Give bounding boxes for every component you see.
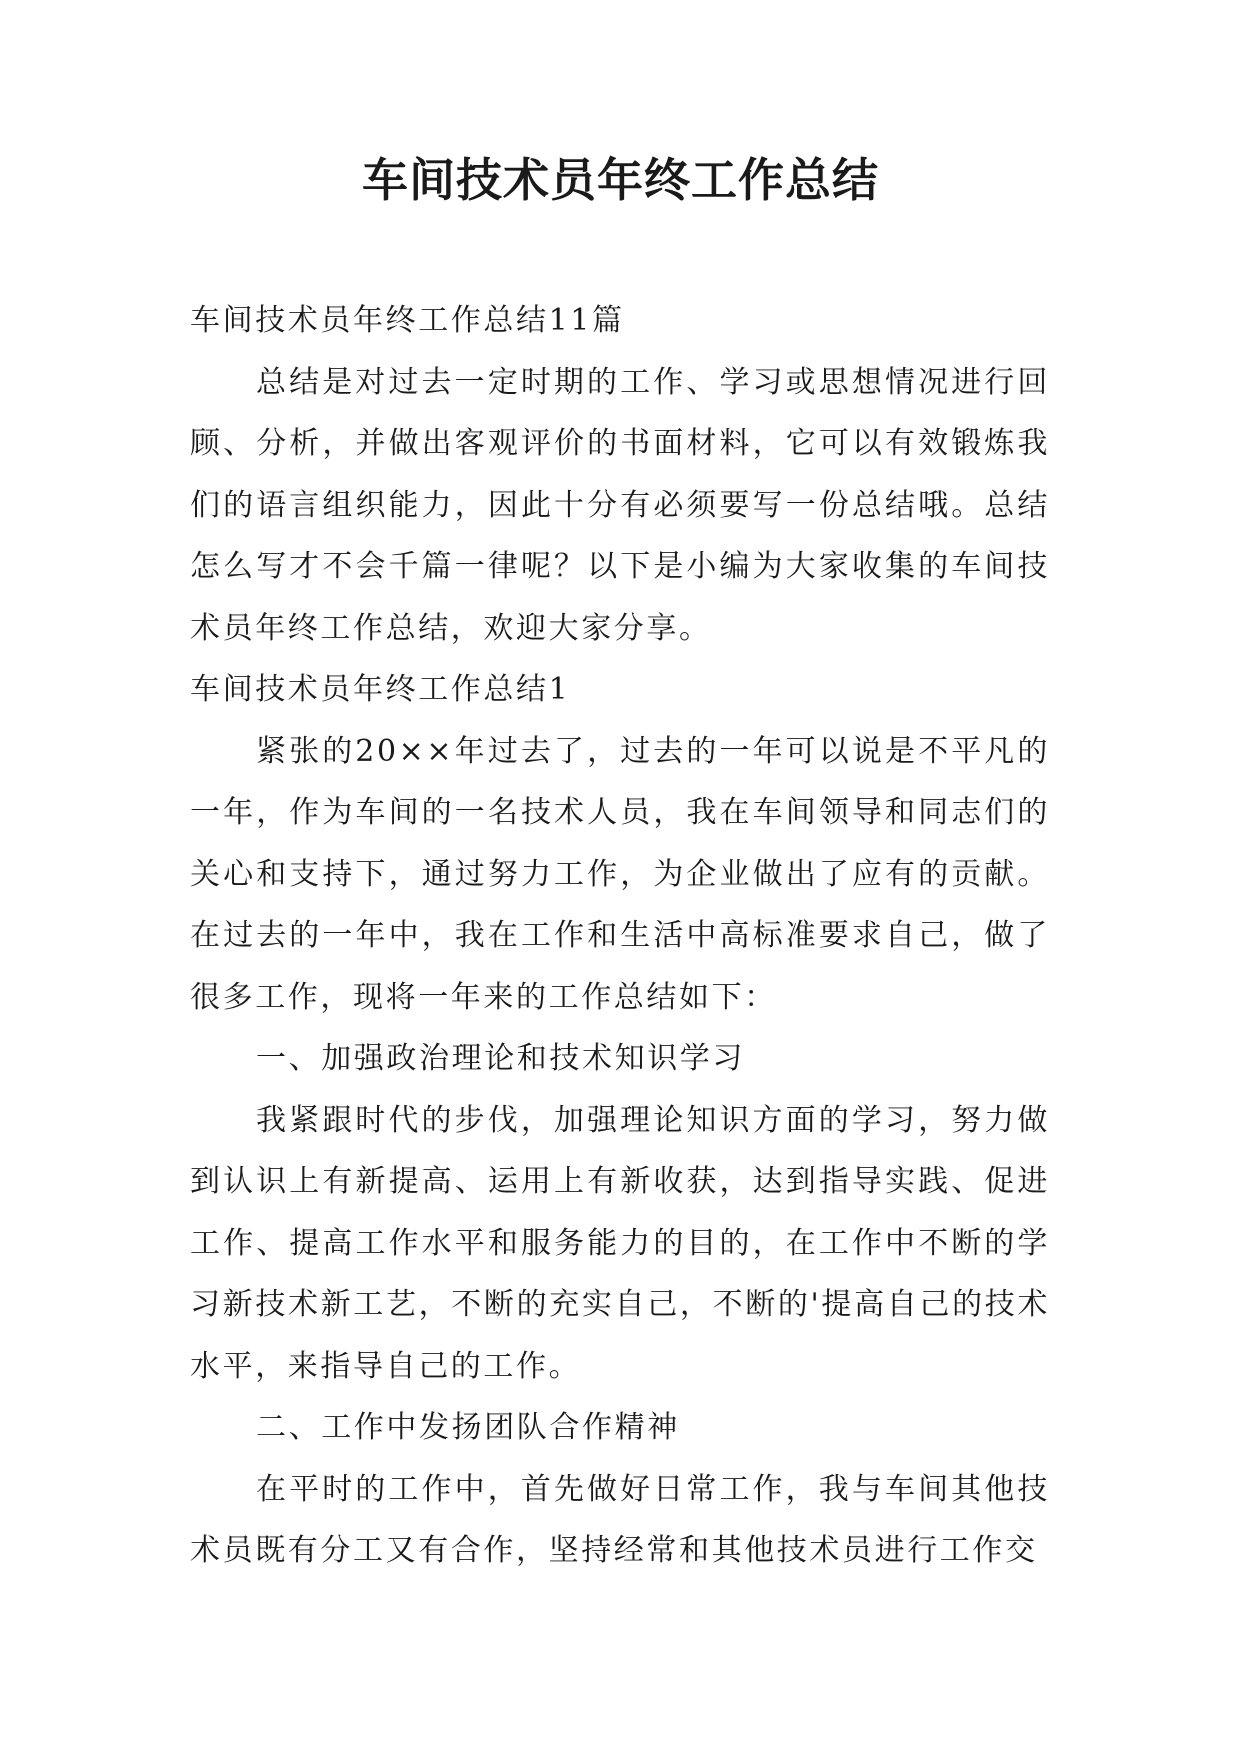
document-title: 车间技术员年终工作总结	[362, 153, 879, 207]
section-1-heading: 车间技术员年终工作总结1	[190, 672, 571, 707]
point-2-heading: 二、工作中发扬团队合作精神	[256, 1410, 680, 1445]
point-1-text: 我紧跟时代的步伐，加强理论知识方面的学习，努力做到认识上有新提高、运用上有新收获，达到指导实践、促进工作、提高工作水平和服务能力的目的，在工作中不断的学习新技术新工艺，不断的充实自己，不断的'提高自己的技术水平，来指导自己的工作。	[190, 1102, 1050, 1384]
intro-paragraph: 总结是对过去一定时期的工作、学习或思想情况进行回顾、分析，并做出客观评价的书面材料，它可以有效锻炼我们的语言组织能力，因此十分有必须要写一份总结哦。总结怎么写才不会千篇一律呢？以下是小编为大家收集的车间技术员年终工作总结，欢迎大家分享。	[190, 364, 1050, 646]
section-1-opening-paragraph: 紧张的20××年过去了，过去的一年可以说是不平凡的一年，作为车间的一名技术人员，我在车间领导和同志们的关心和支持下，通过努力工作，为企业做出了应有的贡献。在过去的一年中，我在工作和生活中高标准要求自己，做了很多工作，现将一年来的工作总结如下：	[190, 733, 1050, 1015]
document-body	[190, 290, 1050, 1582]
point-2-text: 在平时的工作中，首先做好日常工作，我与车间其他技术员既有分工又有合作，坚持经常和其他技术员进行工作交	[190, 1471, 1050, 1568]
collection-heading: 车间技术员年终工作总结11篇	[190, 303, 625, 338]
point-1-heading: 一、加强政治理论和技术知识学习	[256, 1041, 745, 1076]
